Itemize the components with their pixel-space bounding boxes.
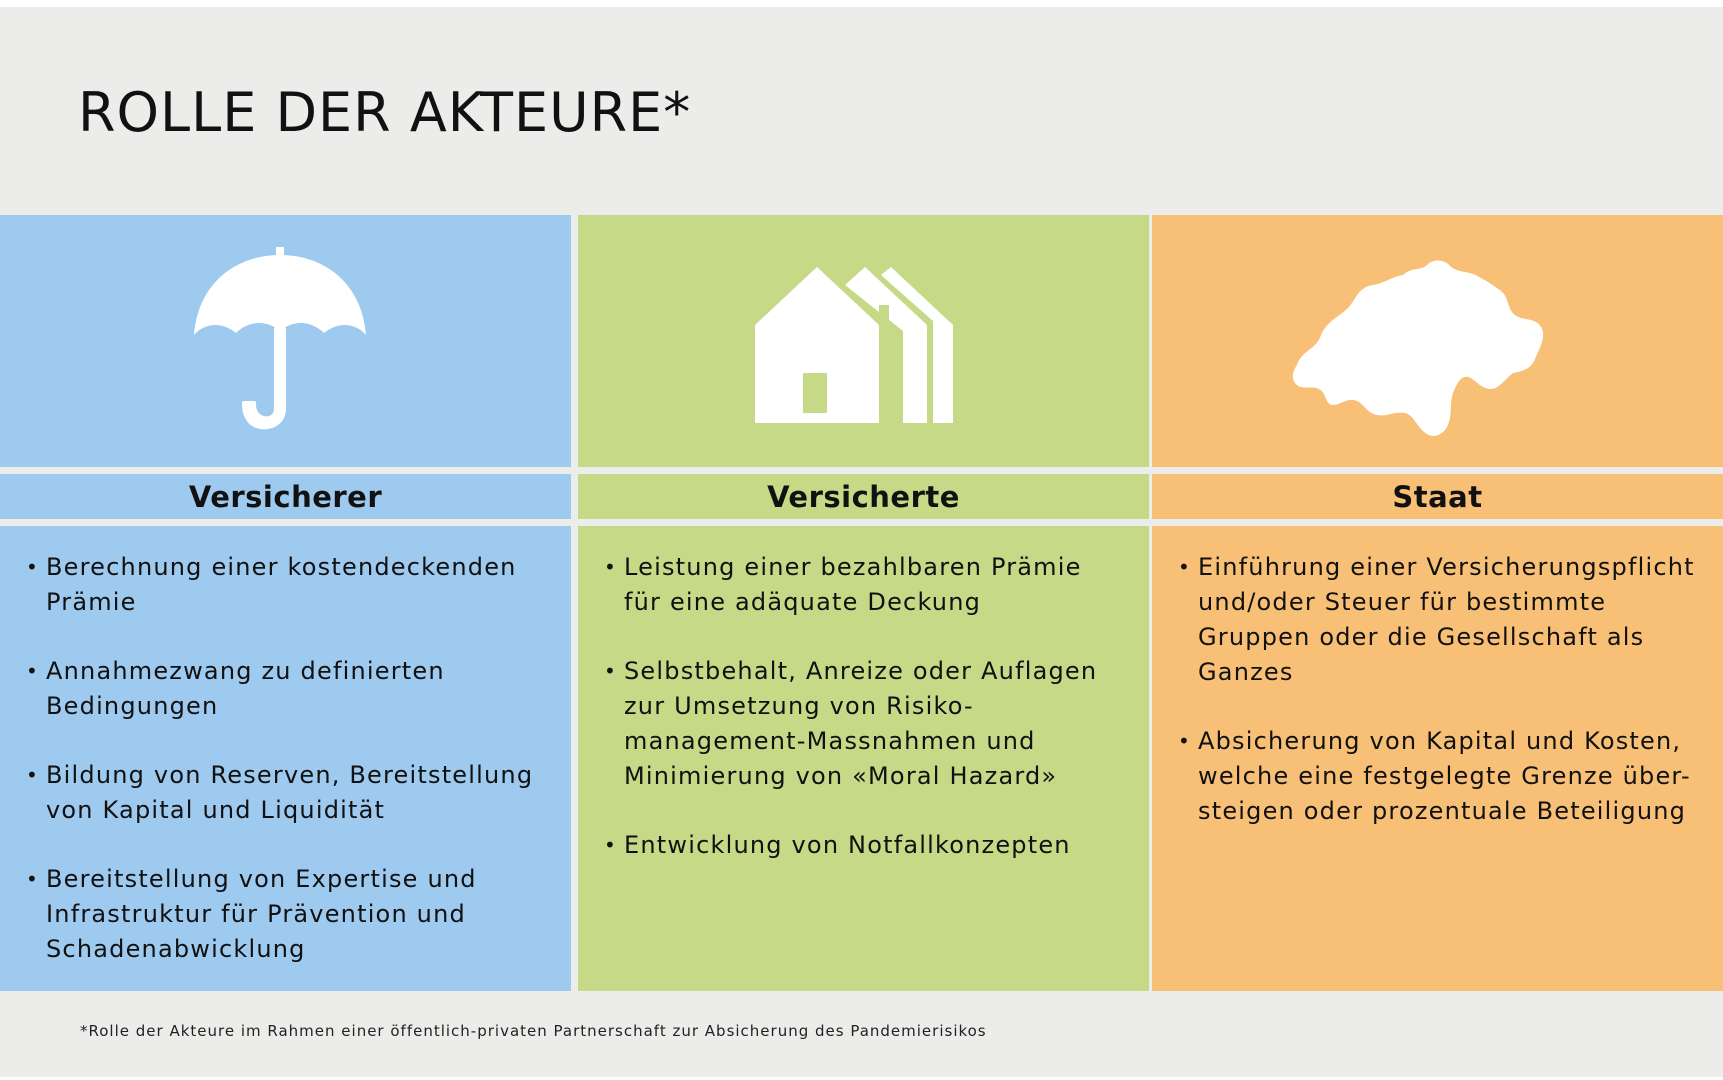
list-item: • Berechnung einer kostendeckenden Prämie — [26, 550, 561, 620]
list-item: • Bereitstellung von Expertise und Infrastruktur für Prävention und Schadenabwicklung — [26, 862, 561, 967]
footnote: *Rolle der Akteure im Rahmen einer öffentlich-privaten Partnerschaft zur Absicherung des Pandemierisikos — [80, 1022, 987, 1040]
staat-heading: Staat — [1392, 479, 1483, 514]
umbrella-icon — [190, 243, 370, 443]
versicherer-body-panel — [0, 526, 571, 991]
versicherte-heading-panel — [578, 474, 1149, 519]
versicherte-list — [604, 550, 1139, 897]
staat-list — [1178, 550, 1713, 863]
list-item: • Einführung einer Versicherungspflicht und/oder Steuer für bestimmte Gruppen oder die Gesellschaft als Ganzes — [1178, 550, 1713, 690]
versicherte-icon-panel — [578, 215, 1149, 467]
page-title: ROLLE DER AKTEURE* — [78, 81, 692, 144]
versicherte-body-panel — [578, 526, 1149, 991]
versicherer-heading: Versicherer — [188, 479, 383, 514]
switzerland-map-icon — [1287, 255, 1567, 445]
list-item: • Selbstbehalt, Anreize oder Auflagen zur Umsetzung von Risiko- management-Massnahmen und Minimierung von «Moral Hazard» — [604, 654, 1139, 794]
list-item: • Leistung einer bezahlbaren Prämie für eine adäquate Deckung — [604, 550, 1139, 620]
versicherer-list — [26, 550, 561, 1001]
staat-heading-panel — [1152, 474, 1723, 519]
houses-icon — [753, 265, 963, 435]
versicherte-heading: Versicherte — [767, 479, 960, 514]
versicherer-icon-panel — [0, 215, 571, 467]
list-item: • Bildung von Reserven, Bereitstellung von Kapital und Liquidität — [26, 758, 561, 828]
staat-body-panel — [1152, 526, 1723, 991]
versicherer-heading-panel — [0, 474, 571, 519]
list-item: • Entwicklung von Notfallkonzepten — [604, 828, 1139, 863]
list-item: • Absicherung von Kapital und Kosten, welche eine festgelegte Grenze über- steigen oder prozentuale Beteiligung — [1178, 724, 1713, 829]
staat-icon-panel — [1152, 215, 1723, 467]
list-item: • Annahmezwang zu definierten Bedingungen — [26, 654, 561, 724]
